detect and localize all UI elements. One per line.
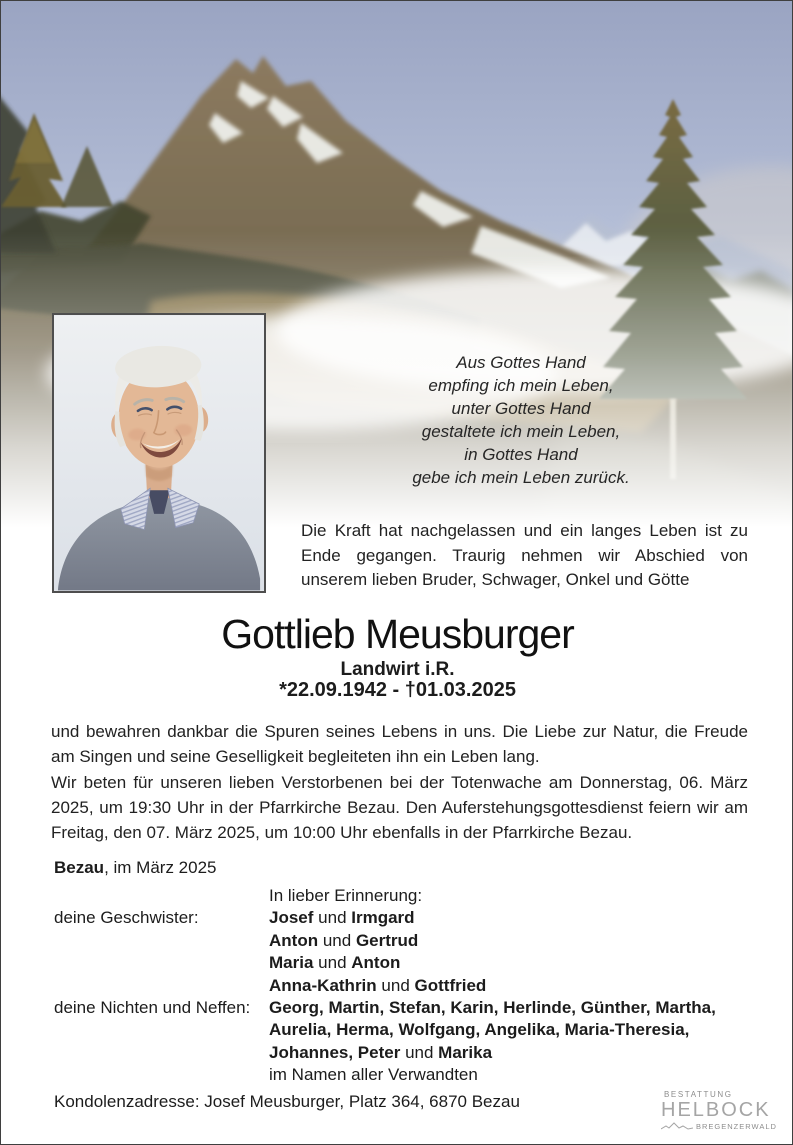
memory-paragraph: und bewahren dankbar die Spuren seines Lebens in uns. Die Liebe zur Natur, die Freude am Singen und seine Geselligkeit begleiteten ihn ein Leben lang. (51, 722, 748, 766)
logo-mountain-icon (661, 1122, 693, 1131)
poem-line: Aus Gottes Hand (456, 353, 586, 372)
dateline (54, 858, 217, 878)
siblings-names (269, 907, 764, 997)
family-closing: im Namen aller Verwandten (269, 1065, 478, 1085)
life-dates: *22.09.1942 - †01.03.2025 (279, 679, 516, 701)
family-intro-row (54, 885, 764, 907)
dateline-rest: , im März 2025 (104, 858, 217, 877)
funeral-home-logo (661, 1090, 786, 1131)
nieces-line: Aurelia, Herma, Wolfgang, Angelika, Maria-Theresia, (269, 1020, 690, 1040)
logo-region: BREGENZERWALD (696, 1122, 777, 1131)
poem-line: gebe ich mein Leben zurück. (412, 468, 630, 487)
poem-line: gestaltete ich mein Leben, (421, 422, 621, 441)
family-section (54, 885, 764, 1087)
profession: Landwirt i.R. (340, 659, 455, 680)
poem-line: unter Gottes Hand (451, 399, 591, 418)
sibling-couple: Anna-Kathrin und Gottfried (269, 975, 487, 995)
deceased-name: Gottlieb Meusburger (221, 611, 574, 657)
sibling-couple: Josef und Irmgard (269, 908, 415, 928)
nieces-line: Georg, Martin, Stefan, Karin, Herlinde, Günther, Martha, (269, 998, 716, 1018)
sibling-couple: Anton und Gertrud (269, 930, 419, 950)
poem (311, 351, 731, 489)
family-intro: In lieber Erinnerung: (269, 886, 423, 905)
condolence-address: Kondolenzadresse: Josef Meusburger, Platz 364, 6870 Bezau (54, 1092, 520, 1111)
logo-category: BESTATTUNG (664, 1090, 733, 1099)
nieces-names (269, 997, 764, 1087)
poem-line: in Gottes Hand (464, 445, 578, 464)
intro-paragraph: Die Kraft hat nachgelassen und ein langes Leben ist zu Ende gegangen. Traurig nehmen wir Abschied von unserem lieben Bruder, Schwager, Onkel und Götte (301, 521, 748, 589)
sibling-couple: Maria und Anton (269, 953, 401, 973)
dateline-city: Bezau (54, 858, 105, 877)
nieces-label: deine Nichten und Neffen: (54, 998, 251, 1018)
service-paragraph: Wir beten für unseren lieben Verstorbenen bei der Totenwache am Donnerstag, 06. März 2025, um 19:30 Uhr in der Pfarrkirche Bezau. Den Auferstehungsgottesdienst feiern wir am Freitag, den 07. März 2025, um 10:00 Uhr ebenfalls in der Pfarrkirche Bezau. (51, 773, 748, 842)
nieces-row (54, 997, 764, 1087)
portrait-photo (52, 313, 266, 593)
logo-name: HELBOCK (661, 1099, 771, 1121)
family-label (54, 885, 269, 907)
siblings-row (54, 907, 764, 997)
siblings-label: deine Geschwister: (54, 908, 199, 928)
poem-line: empfing ich mein Leben, (428, 376, 614, 395)
nieces-line: Johannes, Peter und Marika (269, 1042, 493, 1062)
